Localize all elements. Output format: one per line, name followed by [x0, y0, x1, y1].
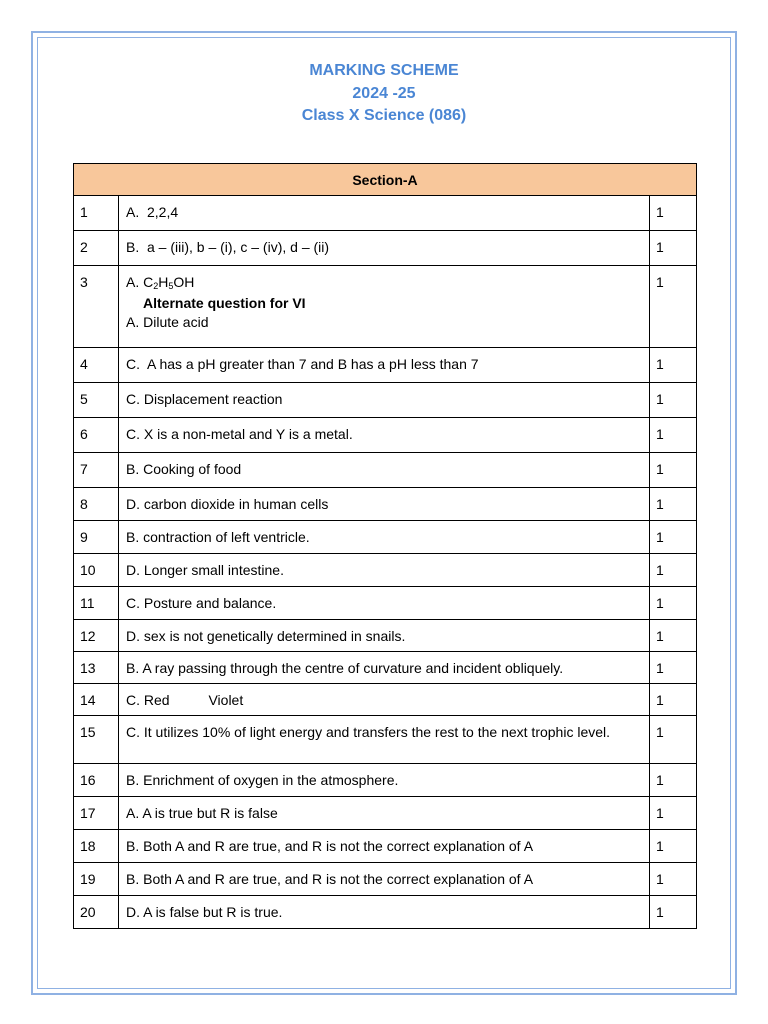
- q3-answer: [126, 274, 194, 290]
- document-header: [0, 60, 768, 128]
- answer-cell: D. A is false but R is true.: [119, 896, 650, 929]
- table-row: [74, 797, 697, 830]
- section-row: [74, 164, 697, 196]
- q3-sub-c: 2: [153, 281, 159, 291]
- marks-cell: 1: [650, 488, 697, 521]
- marks-cell: 1: [650, 764, 697, 797]
- answer-cell: D. carbon dioxide in human cells: [119, 488, 650, 521]
- marks-cell: 1: [650, 418, 697, 453]
- marks-cell: 1: [650, 348, 697, 383]
- answer-cell: B. Cooking of food: [119, 453, 650, 488]
- marks-cell: 1: [650, 231, 697, 266]
- answer-cell: D. sex is not genetically determined in snails.: [119, 620, 650, 652]
- table-row: [74, 716, 697, 764]
- marks-cell: 1: [650, 716, 697, 764]
- question-number: 7: [74, 453, 119, 488]
- question-number: 8: [74, 488, 119, 521]
- answer-cell: D. Longer small intestine.: [119, 554, 650, 587]
- answer-cell: B. contraction of left ventricle.: [119, 521, 650, 554]
- q3-formula-h: H: [158, 274, 169, 290]
- marks-cell: 1: [650, 196, 697, 231]
- question-number: 19: [74, 863, 119, 896]
- question-number: 11: [74, 587, 119, 620]
- answer-cell: C. Red Violet: [119, 684, 650, 716]
- table-row: [74, 830, 697, 863]
- marks-cell: 1: [650, 554, 697, 587]
- table-row: [74, 863, 697, 896]
- question-number: 20: [74, 896, 119, 929]
- marks-cell: 1: [650, 383, 697, 418]
- question-number: 4: [74, 348, 119, 383]
- question-number: 14: [74, 684, 119, 716]
- marks-cell: 1: [650, 863, 697, 896]
- answer-cell: B. Both A and R are true, and R is not the correct explanation of A: [119, 830, 650, 863]
- marks-cell: 1: [650, 620, 697, 652]
- question-number: 1: [74, 196, 119, 231]
- question-number: 3: [74, 266, 119, 348]
- table-row: [74, 521, 697, 554]
- table-row: [74, 231, 697, 266]
- table-row: [74, 764, 697, 797]
- q3-formula-oh: OH: [173, 274, 195, 290]
- q3-sub-h: 5: [168, 281, 174, 291]
- question-number: 16: [74, 764, 119, 797]
- question-number: 12: [74, 620, 119, 652]
- answer-cell: B. Enrichment of oxygen in the atmosphere.: [119, 764, 650, 797]
- question-number: 10: [74, 554, 119, 587]
- table-row: [74, 652, 697, 684]
- doc-title: MARKING SCHEME: [309, 62, 459, 79]
- question-number: 18: [74, 830, 119, 863]
- marks-cell: 1: [650, 830, 697, 863]
- table-row: [74, 266, 697, 348]
- table-row: [74, 554, 697, 587]
- answer-cell: C. Posture and balance.: [119, 587, 650, 620]
- table-row: [74, 383, 697, 418]
- marks-cell: 1: [650, 521, 697, 554]
- table-row: [74, 896, 697, 929]
- answer-cell: A. A is true but R is false: [119, 797, 650, 830]
- answer-cell: C. A has a pH greater than 7 and B has a pH less than 7: [119, 348, 650, 383]
- answer-cell: C. It utilizes 10% of light energy and transfers the rest to the next trophic level.: [119, 716, 650, 764]
- marks-cell: 1: [650, 453, 697, 488]
- marks-cell: 1: [650, 797, 697, 830]
- table-row: [74, 453, 697, 488]
- table-row: [74, 348, 697, 383]
- marks-cell: 1: [650, 587, 697, 620]
- doc-year: 2024 -25: [352, 84, 416, 102]
- question-number: 6: [74, 418, 119, 453]
- answer-cell: B. A ray passing through the centre of curvature and incident obliquely.: [119, 652, 650, 684]
- table-row: [74, 488, 697, 521]
- marks-cell: 1: [650, 266, 697, 348]
- question-number: 5: [74, 383, 119, 418]
- question-number: 13: [74, 652, 119, 684]
- question-number: 17: [74, 797, 119, 830]
- q3-answer-prefix: A. C: [126, 274, 154, 290]
- marks-cell: 1: [650, 652, 697, 684]
- question-number: 9: [74, 521, 119, 554]
- marking-table: [73, 163, 697, 929]
- answer-cell: [119, 266, 650, 348]
- alternate-answer: A. Dilute acid: [126, 314, 209, 330]
- marks-cell: 1: [650, 684, 697, 716]
- alternate-question-title: Alternate question for VI: [143, 295, 306, 311]
- table-row: [74, 196, 697, 231]
- question-number: 15: [74, 716, 119, 764]
- answer-cell: C. X is a non-metal and Y is a metal.: [119, 418, 650, 453]
- section-title: Section-A: [74, 164, 697, 196]
- question-number: 2: [74, 231, 119, 266]
- table-row: [74, 620, 697, 652]
- table-row: [74, 587, 697, 620]
- marks-cell: 1: [650, 896, 697, 929]
- doc-subject: Class X Science (086): [301, 107, 467, 124]
- table-row: [74, 684, 697, 716]
- answer-cell: C. Displacement reaction: [119, 383, 650, 418]
- answer-cell: A. 2,2,4: [119, 196, 650, 231]
- answer-cell: B. a – (iii), b – (i), c – (iv), d – (ii): [119, 231, 650, 266]
- table-row: [74, 418, 697, 453]
- answer-cell: B. Both A and R are true, and R is not the correct explanation of A: [119, 863, 650, 896]
